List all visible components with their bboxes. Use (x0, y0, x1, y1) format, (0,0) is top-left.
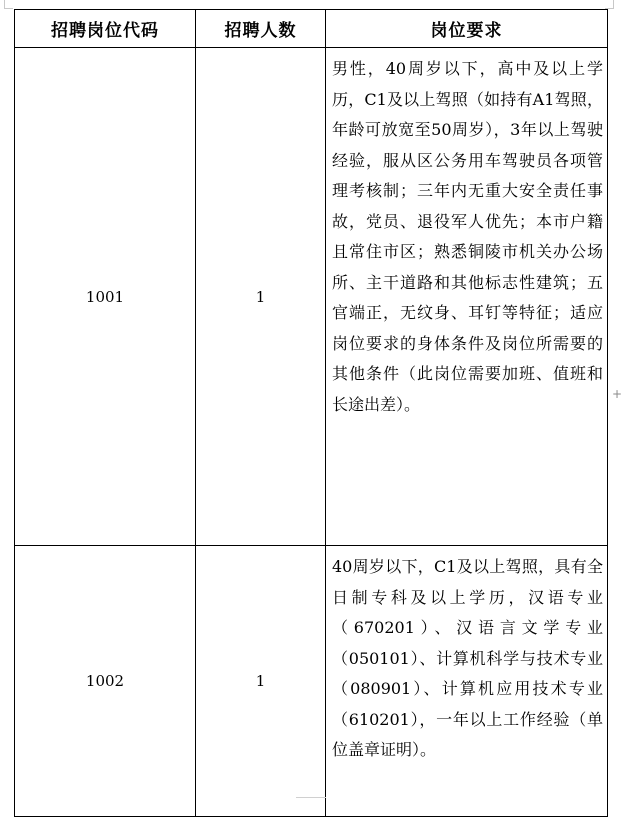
table-resize-handle-icon[interactable]: + (612, 387, 622, 401)
recruit-count-cell: 1 (196, 546, 326, 817)
header-requirements: 岗位要求 (326, 10, 608, 48)
recruitment-table (14, 9, 608, 817)
position-code-cell: 1001 (15, 48, 196, 546)
page-corner-mark-left (4, 0, 13, 9)
header-recruit-count: 招聘人数 (196, 10, 326, 48)
table-header-row (15, 10, 608, 48)
recruit-count-cell: 1 (196, 48, 326, 546)
position-code-cell: 1002 (15, 546, 196, 817)
table-row (15, 546, 608, 817)
table-row (15, 48, 608, 546)
page-bottom-mark (296, 797, 326, 806)
header-position-code: 招聘岗位代码 (15, 10, 196, 48)
requirements-cell: 40周岁以下，C1及以上驾照，具有全日制专科及以上学历，汉语专业（670201）、汉语言文学专业（050101）、计算机科学与技术专业（080901）、计算机应用技术专业（610201），一年以上工作经验（单位盖章证明）。 (326, 546, 608, 817)
page-corner-mark-right (605, 0, 614, 9)
requirements-cell: 男性，40周岁以下，高中及以上学历，C1及以上驾照（如持有A1驾照，年龄可放宽至50周岁），3年以上驾驶经验，服从区公务用车驾驶员各项管理考核制；三年内无重大安全责任事故，党员、退役军人优先；本市户籍且常住市区；熟悉铜陵市机关办公场所、主干道路和其他标志性建筑；五官端正，无纹身、耳钉等特征；适应岗位要求的身体条件及岗位所需要的其他条件（此岗位需要加班、值班和长途出差）。 (326, 48, 608, 546)
